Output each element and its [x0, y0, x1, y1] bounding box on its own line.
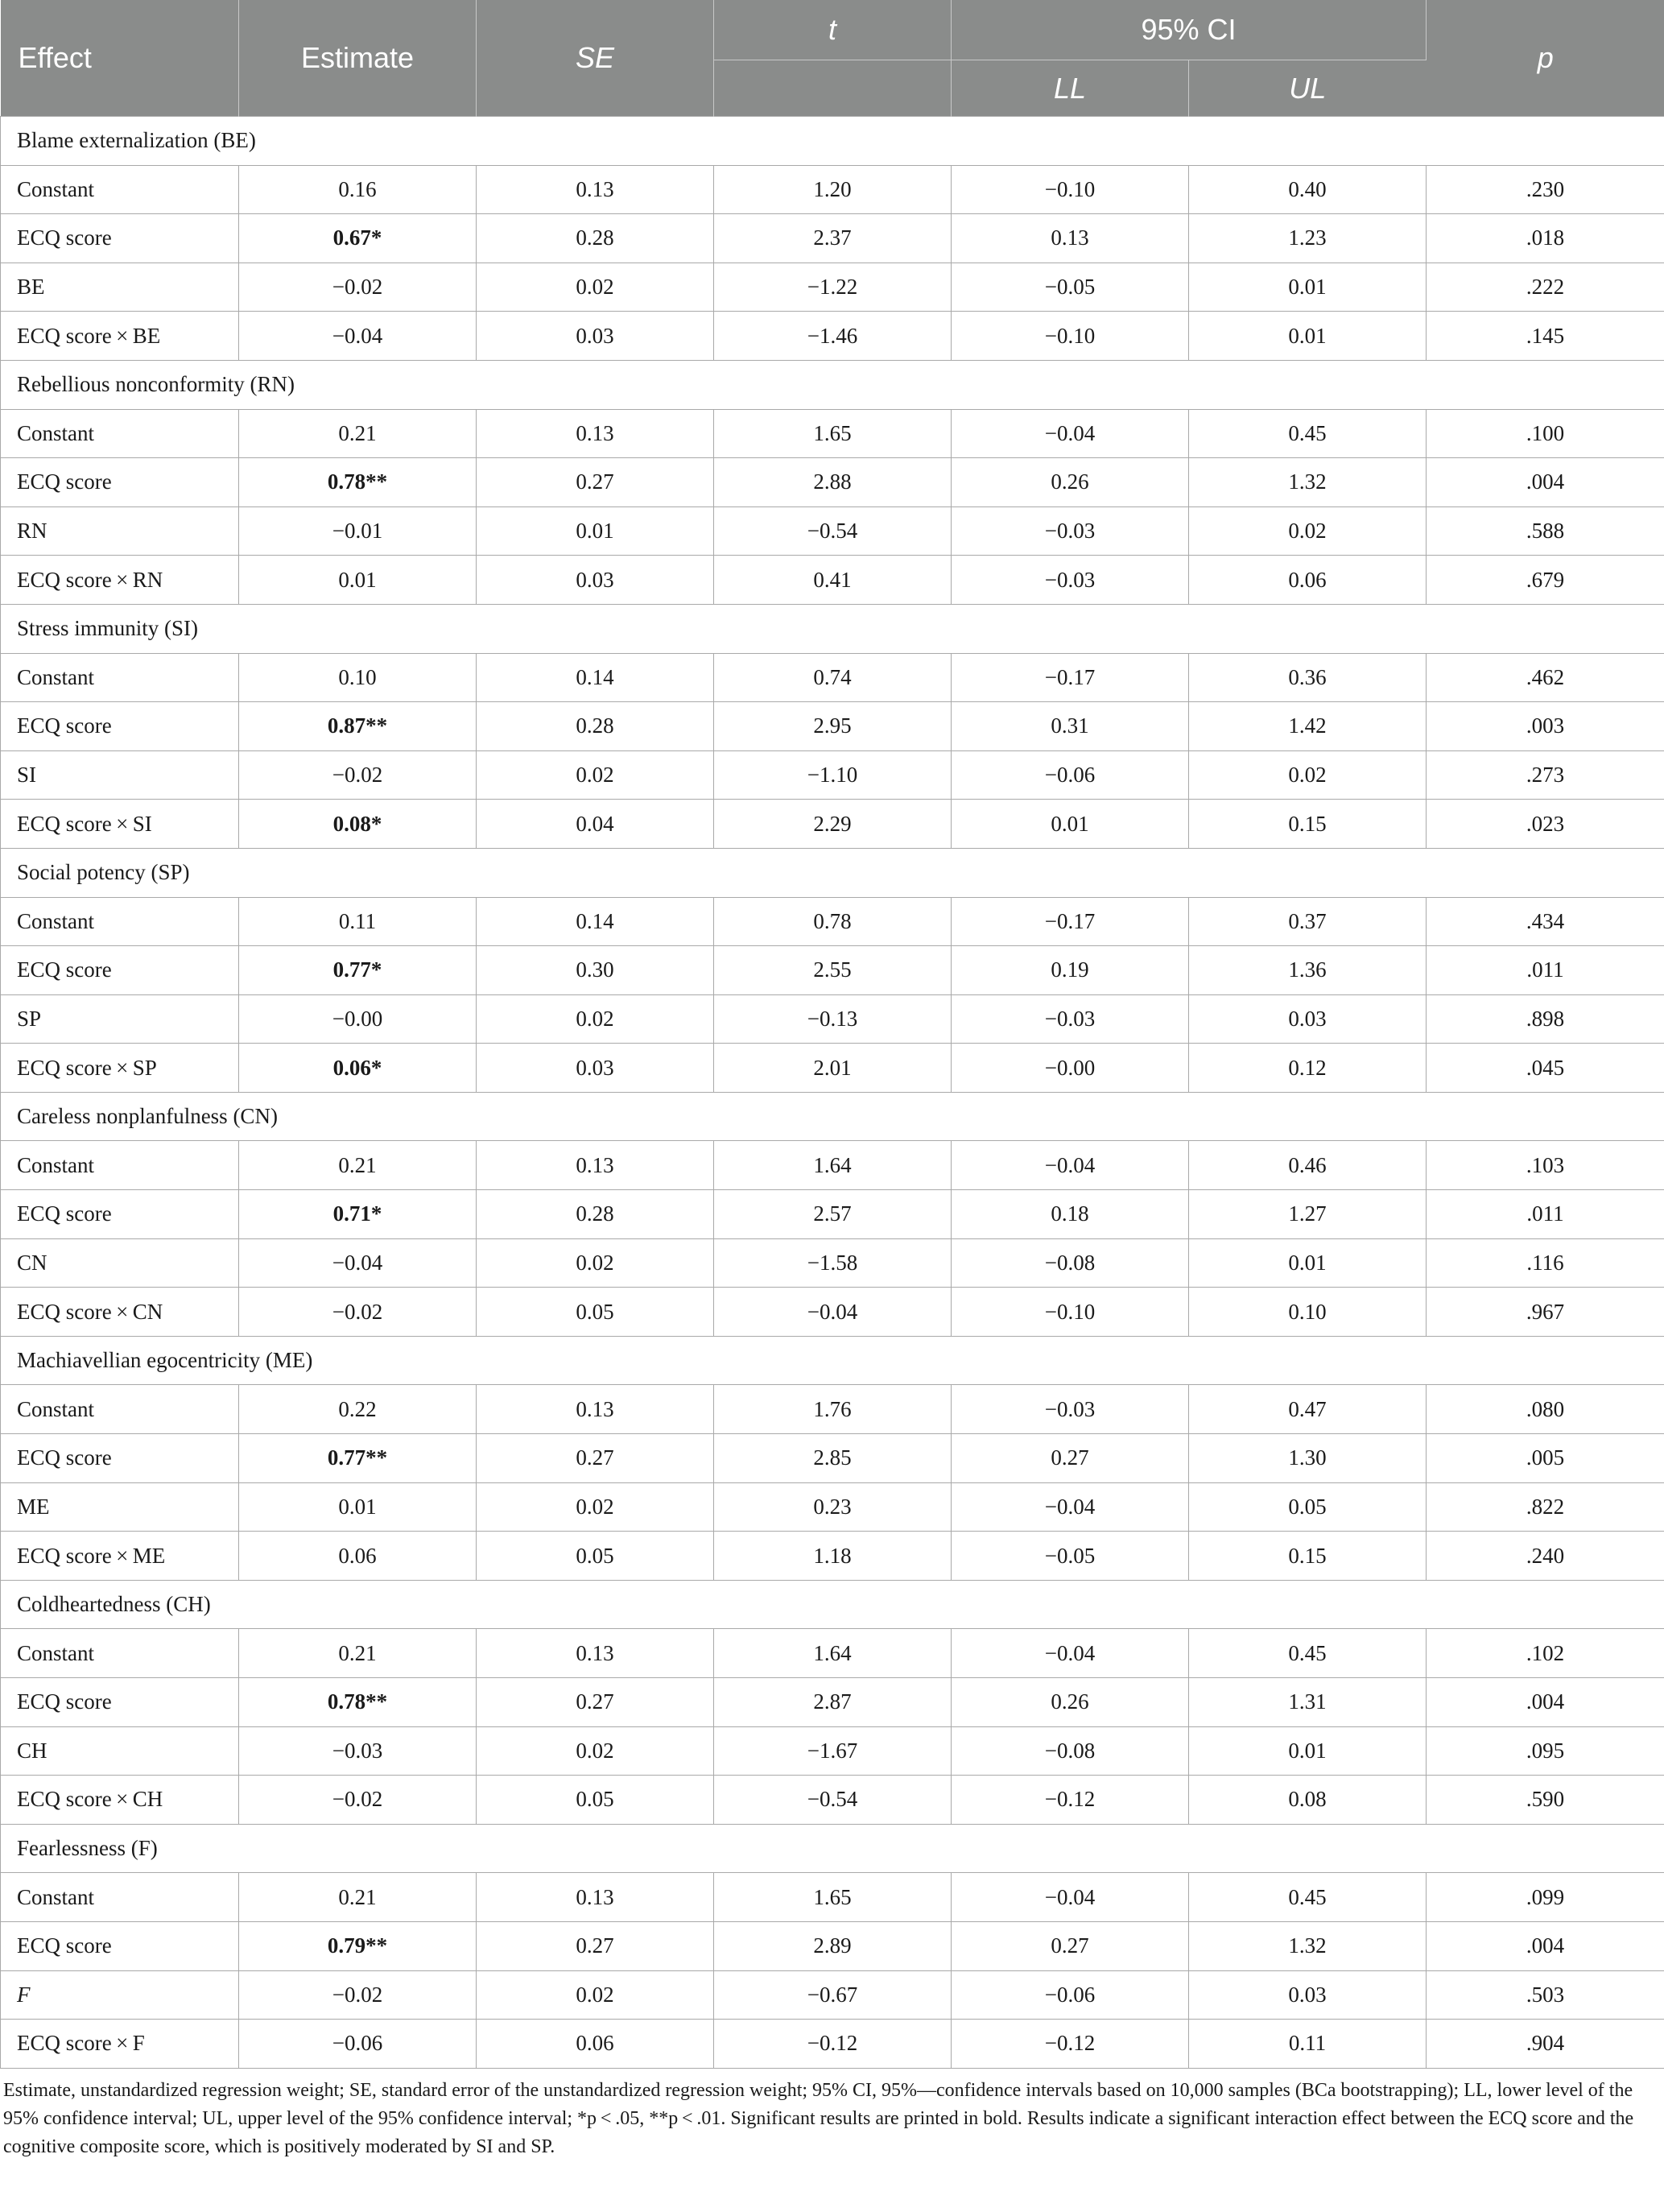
ll-cell: −0.03: [952, 556, 1189, 605]
p-cell: .100: [1427, 409, 1664, 458]
table-row: [1, 1532, 1664, 1581]
estimate-cell: −0.03: [239, 1726, 477, 1776]
table-row: [1, 1970, 1664, 2020]
p-cell: .222: [1427, 263, 1664, 312]
table-row: [1, 897, 1664, 946]
se-cell: 0.13: [477, 1873, 714, 1922]
se-cell: 0.06: [477, 2020, 714, 2069]
estimate-cell: 0.71*: [239, 1190, 477, 1239]
ul-cell: 0.01: [1189, 312, 1427, 361]
effect-label-cell: SI: [1, 750, 239, 800]
se-cell: 0.14: [477, 897, 714, 946]
table-row: [1, 312, 1664, 361]
ll-cell: −0.06: [952, 750, 1189, 800]
ul-cell: 1.32: [1189, 1921, 1427, 1970]
se-cell: 0.28: [477, 214, 714, 263]
estimate-cell: 0.79**: [239, 1921, 477, 1970]
effect-label-cell: ECQ score × SI: [1, 800, 239, 849]
estimate-cell: −0.02: [239, 750, 477, 800]
table-row: [1, 556, 1664, 605]
ll-cell: 0.01: [952, 800, 1189, 849]
effect-label-cell: ECQ score × BE: [1, 312, 239, 361]
t-cell: 1.18: [714, 1532, 952, 1581]
t-cell: 0.74: [714, 653, 952, 702]
p-cell: .004: [1427, 458, 1664, 507]
p-cell: .898: [1427, 994, 1664, 1044]
estimate-cell: 0.01: [239, 1482, 477, 1532]
estimate-cell: 0.87**: [239, 702, 477, 751]
header-estimate: Estimate: [239, 0, 477, 117]
group-title: Careless nonplanfulness (CN): [1, 1092, 1664, 1141]
estimate-cell: −0.02: [239, 1776, 477, 1825]
ul-cell: 1.32: [1189, 458, 1427, 507]
p-cell: .240: [1427, 1532, 1664, 1581]
t-cell: 1.64: [714, 1629, 952, 1678]
group-row: [1, 117, 1664, 166]
se-cell: 0.03: [477, 312, 714, 361]
effect-label-cell: ECQ score: [1, 458, 239, 507]
ll-cell: 0.27: [952, 1434, 1189, 1483]
p-cell: .434: [1427, 897, 1664, 946]
estimate-cell: 0.67*: [239, 214, 477, 263]
effect-label-cell: Constant: [1, 653, 239, 702]
table-row: [1, 1726, 1664, 1776]
p-cell: .904: [1427, 2020, 1664, 2069]
ul-cell: 0.11: [1189, 2020, 1427, 2069]
estimate-cell: 0.22: [239, 1385, 477, 1434]
effect-label-cell: Constant: [1, 1629, 239, 1678]
t-cell: 2.37: [714, 214, 952, 263]
p-cell: .462: [1427, 653, 1664, 702]
estimate-cell: 0.16: [239, 165, 477, 214]
effect-label-cell: CN: [1, 1238, 239, 1288]
t-cell: −1.67: [714, 1726, 952, 1776]
effect-label-cell: ECQ score: [1, 214, 239, 263]
t-cell: −0.54: [714, 1776, 952, 1825]
header-effect: Effect: [1, 0, 239, 117]
ul-cell: 0.12: [1189, 1044, 1427, 1093]
p-cell: .102: [1427, 1629, 1664, 1678]
se-cell: 0.27: [477, 1678, 714, 1727]
p-cell: .004: [1427, 1678, 1664, 1727]
ul-cell: 0.45: [1189, 409, 1427, 458]
header-se: SE: [477, 0, 714, 117]
group-row: [1, 1336, 1664, 1385]
se-cell: 0.05: [477, 1532, 714, 1581]
t-cell: −1.22: [714, 263, 952, 312]
group-title: Machiavellian egocentricity (ME): [1, 1336, 1664, 1385]
se-cell: 0.13: [477, 1385, 714, 1434]
p-cell: .080: [1427, 1385, 1664, 1434]
group-title: Rebellious nonconformity (RN): [1, 360, 1664, 409]
estimate-cell: −0.04: [239, 1238, 477, 1288]
t-cell: −0.12: [714, 2020, 952, 2069]
ul-cell: 0.08: [1189, 1776, 1427, 1825]
effect-label-cell: RN: [1, 506, 239, 556]
effect-label-cell: Constant: [1, 165, 239, 214]
se-cell: 0.14: [477, 653, 714, 702]
se-cell: 0.03: [477, 556, 714, 605]
estimate-cell: 0.77**: [239, 1434, 477, 1483]
ll-cell: −0.08: [952, 1726, 1189, 1776]
p-cell: .145: [1427, 312, 1664, 361]
effect-label-cell: Constant: [1, 1385, 239, 1434]
se-cell: 0.05: [477, 1288, 714, 1337]
table-row: [1, 1190, 1664, 1239]
table-row: [1, 1288, 1664, 1337]
p-cell: .005: [1427, 1434, 1664, 1483]
t-cell: 0.23: [714, 1482, 952, 1532]
se-cell: 0.02: [477, 1482, 714, 1532]
effect-label-cell: ECQ score: [1, 1921, 239, 1970]
se-cell: 0.02: [477, 1726, 714, 1776]
table-row: [1, 1141, 1664, 1190]
ll-cell: −0.10: [952, 1288, 1189, 1337]
ll-cell: 0.27: [952, 1921, 1189, 1970]
se-cell: 0.02: [477, 1238, 714, 1288]
ll-cell: −0.12: [952, 2020, 1189, 2069]
ul-cell: 0.45: [1189, 1629, 1427, 1678]
effect-label-cell: ECQ score: [1, 1434, 239, 1483]
group-title: Coldheartedness (CH): [1, 1580, 1664, 1629]
effect-label-cell: ECQ score: [1, 1190, 239, 1239]
estimate-cell: 0.21: [239, 1629, 477, 1678]
t-cell: 2.85: [714, 1434, 952, 1483]
table-row: [1, 994, 1664, 1044]
ll-cell: −0.17: [952, 653, 1189, 702]
se-cell: 0.05: [477, 1776, 714, 1825]
header-p: p: [1427, 0, 1664, 117]
effect-label-cell: ECQ score × CH: [1, 1776, 239, 1825]
p-cell: .011: [1427, 1190, 1664, 1239]
p-cell: .679: [1427, 556, 1664, 605]
p-cell: .045: [1427, 1044, 1664, 1093]
ll-cell: −0.10: [952, 312, 1189, 361]
estimate-cell: −0.04: [239, 312, 477, 361]
ll-cell: −0.03: [952, 1385, 1189, 1434]
t-cell: 2.29: [714, 800, 952, 849]
group-row: [1, 1580, 1664, 1629]
estimate-cell: −0.00: [239, 994, 477, 1044]
se-cell: 0.02: [477, 994, 714, 1044]
t-cell: 2.01: [714, 1044, 952, 1093]
ll-cell: −0.06: [952, 1970, 1189, 2020]
estimate-cell: 0.78**: [239, 458, 477, 507]
se-cell: 0.02: [477, 1970, 714, 2020]
t-cell: −0.04: [714, 1288, 952, 1337]
ul-cell: 0.02: [1189, 506, 1427, 556]
ul-cell: 1.31: [1189, 1678, 1427, 1727]
se-cell: 0.04: [477, 800, 714, 849]
ul-cell: 1.30: [1189, 1434, 1427, 1483]
p-cell: .018: [1427, 214, 1664, 263]
t-cell: 0.78: [714, 897, 952, 946]
effect-label-cell: F: [1, 1970, 239, 2020]
se-cell: 0.28: [477, 1190, 714, 1239]
p-cell: .590: [1427, 1776, 1664, 1825]
effect-label-cell: SP: [1, 994, 239, 1044]
t-cell: 1.65: [714, 1873, 952, 1922]
ul-cell: 1.42: [1189, 702, 1427, 751]
ul-cell: 0.01: [1189, 1238, 1427, 1288]
table-row: [1, 506, 1664, 556]
ul-cell: 0.05: [1189, 1482, 1427, 1532]
ll-cell: −0.05: [952, 263, 1189, 312]
ll-cell: 0.31: [952, 702, 1189, 751]
effect-label-cell: ECQ score: [1, 946, 239, 995]
table-row: [1, 1434, 1664, 1483]
table-body: [1, 117, 1664, 2069]
ul-cell: 0.03: [1189, 1970, 1427, 2020]
ll-cell: −0.17: [952, 897, 1189, 946]
ll-cell: −0.00: [952, 1044, 1189, 1093]
estimate-cell: 0.21: [239, 1141, 477, 1190]
table-row: [1, 458, 1664, 507]
estimate-cell: 0.77*: [239, 946, 477, 995]
t-cell: 2.88: [714, 458, 952, 507]
header-ci: 95% CI: [952, 0, 1427, 60]
estimate-cell: 0.10: [239, 653, 477, 702]
group-title: Fearlessness (F): [1, 1824, 1664, 1873]
estimate-cell: −0.02: [239, 1288, 477, 1337]
se-cell: 0.13: [477, 1141, 714, 1190]
effect-label-cell: ECQ score × SP: [1, 1044, 239, 1093]
effect-label-cell: Constant: [1, 1873, 239, 1922]
p-cell: .003: [1427, 702, 1664, 751]
t-cell: −1.46: [714, 312, 952, 361]
se-cell: 0.27: [477, 1921, 714, 1970]
se-cell: 0.02: [477, 263, 714, 312]
header-ul: UL: [1189, 60, 1427, 117]
se-cell: 0.27: [477, 458, 714, 507]
table-row: [1, 1873, 1664, 1922]
effect-label-cell: ECQ score × ME: [1, 1532, 239, 1581]
t-cell: 2.55: [714, 946, 952, 995]
estimate-cell: 0.06*: [239, 1044, 477, 1093]
ll-cell: −0.04: [952, 1873, 1189, 1922]
table-row: [1, 263, 1664, 312]
ul-cell: 0.03: [1189, 994, 1427, 1044]
p-cell: .503: [1427, 1970, 1664, 2020]
effect-label-cell: BE: [1, 263, 239, 312]
t-cell: 1.65: [714, 409, 952, 458]
estimate-cell: 0.78**: [239, 1678, 477, 1727]
t-cell: −0.13: [714, 994, 952, 1044]
p-cell: .588: [1427, 506, 1664, 556]
t-cell: 1.64: [714, 1141, 952, 1190]
t-cell: 1.20: [714, 165, 952, 214]
t-cell: 2.87: [714, 1678, 952, 1727]
p-cell: .822: [1427, 1482, 1664, 1532]
group-title: Social potency (SP): [1, 848, 1664, 897]
estimate-cell: 0.21: [239, 409, 477, 458]
p-cell: .116: [1427, 1238, 1664, 1288]
ll-cell: 0.13: [952, 214, 1189, 263]
ul-cell: 0.36: [1189, 653, 1427, 702]
header-t: t: [714, 0, 952, 60]
table-row: [1, 409, 1664, 458]
ll-cell: −0.10: [952, 165, 1189, 214]
p-cell: .023: [1427, 800, 1664, 849]
t-cell: −1.10: [714, 750, 952, 800]
ll-cell: −0.03: [952, 506, 1189, 556]
t-cell: 2.57: [714, 1190, 952, 1239]
ul-cell: 0.45: [1189, 1873, 1427, 1922]
ul-cell: 0.15: [1189, 800, 1427, 849]
ul-cell: 1.23: [1189, 214, 1427, 263]
group-row: [1, 360, 1664, 409]
p-cell: .230: [1427, 165, 1664, 214]
ll-cell: −0.05: [952, 1532, 1189, 1581]
ll-cell: −0.12: [952, 1776, 1189, 1825]
table-row: [1, 1629, 1664, 1678]
effect-label-cell: ECQ score × CN: [1, 1288, 239, 1337]
table-row: [1, 1482, 1664, 1532]
effect-label-cell: ECQ score: [1, 1678, 239, 1727]
table-row: [1, 1921, 1664, 1970]
estimate-cell: 0.08*: [239, 800, 477, 849]
t-cell: −0.67: [714, 1970, 952, 2020]
table-row: [1, 2020, 1664, 2069]
ul-cell: 0.46: [1189, 1141, 1427, 1190]
t-cell: −1.58: [714, 1238, 952, 1288]
p-cell: .099: [1427, 1873, 1664, 1922]
se-cell: 0.02: [477, 750, 714, 800]
table-row: [1, 1385, 1664, 1434]
estimate-cell: −0.02: [239, 263, 477, 312]
p-cell: .273: [1427, 750, 1664, 800]
group-title: Blame externalization (BE): [1, 117, 1664, 166]
estimate-cell: −0.06: [239, 2020, 477, 2069]
estimate-cell: 0.11: [239, 897, 477, 946]
ll-cell: −0.04: [952, 409, 1189, 458]
table-row: [1, 653, 1664, 702]
ul-cell: 0.06: [1189, 556, 1427, 605]
p-cell: .967: [1427, 1288, 1664, 1337]
t-cell: 2.95: [714, 702, 952, 751]
effect-label-cell: ECQ score: [1, 702, 239, 751]
table-row: [1, 165, 1664, 214]
table-row: [1, 702, 1664, 751]
se-cell: 0.30: [477, 946, 714, 995]
se-cell: 0.28: [477, 702, 714, 751]
table-row: [1, 1776, 1664, 1825]
table-row: [1, 800, 1664, 849]
effect-label-cell: ECQ score × RN: [1, 556, 239, 605]
header-t-blank: [714, 60, 952, 117]
se-cell: 0.03: [477, 1044, 714, 1093]
ul-cell: 0.37: [1189, 897, 1427, 946]
ul-cell: 1.27: [1189, 1190, 1427, 1239]
ll-cell: −0.04: [952, 1629, 1189, 1678]
estimate-cell: 0.06: [239, 1532, 477, 1581]
se-cell: 0.01: [477, 506, 714, 556]
estimate-cell: 0.21: [239, 1873, 477, 1922]
se-cell: 0.13: [477, 165, 714, 214]
ll-cell: 0.19: [952, 946, 1189, 995]
table-row: [1, 946, 1664, 995]
p-cell: .011: [1427, 946, 1664, 995]
effect-label-cell: CH: [1, 1726, 239, 1776]
effect-label-cell: Constant: [1, 409, 239, 458]
t-cell: −0.54: [714, 506, 952, 556]
table-row: [1, 1238, 1664, 1288]
p-cell: .004: [1427, 1921, 1664, 1970]
t-cell: 1.76: [714, 1385, 952, 1434]
effect-label-cell: Constant: [1, 1141, 239, 1190]
table-row: [1, 214, 1664, 263]
effect-label-cell: ME: [1, 1482, 239, 1532]
table-header: [1, 0, 1664, 117]
ul-cell: 0.02: [1189, 750, 1427, 800]
se-cell: 0.13: [477, 409, 714, 458]
table-row: [1, 1678, 1664, 1727]
group-title: Stress immunity (SI): [1, 604, 1664, 653]
ul-cell: 0.01: [1189, 1726, 1427, 1776]
ll-cell: −0.03: [952, 994, 1189, 1044]
ll-cell: −0.08: [952, 1238, 1189, 1288]
ll-cell: 0.26: [952, 458, 1189, 507]
estimate-cell: −0.01: [239, 506, 477, 556]
ll-cell: 0.18: [952, 1190, 1189, 1239]
ll-cell: −0.04: [952, 1141, 1189, 1190]
header-ll: LL: [952, 60, 1189, 117]
ul-cell: 1.36: [1189, 946, 1427, 995]
ll-cell: 0.26: [952, 1678, 1189, 1727]
ul-cell: 0.40: [1189, 165, 1427, 214]
ul-cell: 0.10: [1189, 1288, 1427, 1337]
se-cell: 0.13: [477, 1629, 714, 1678]
table-row: [1, 1044, 1664, 1093]
table-row: [1, 750, 1664, 800]
t-cell: 0.41: [714, 556, 952, 605]
ul-cell: 0.15: [1189, 1532, 1427, 1581]
table-footnote: Estimate, unstandardized regression weight; SE, standard error of the unstandardized regression weight; 95% CI, 95%—confidence intervals based on 10,000 samples (BCa bootstrapping); LL, lower level of the 95% confidence interval; UL, upper level of the 95% confidence interval; *p < .05, **p < .01. Significant results are printed in bold. Results indicate a significant interaction effect between the ECQ score and the cognitive composite score, which is positively moderated by SI and SP.: [3, 2079, 1634, 2157]
estimate-cell: 0.01: [239, 556, 477, 605]
group-row: [1, 848, 1664, 897]
ll-cell: −0.04: [952, 1482, 1189, 1532]
group-row: [1, 1092, 1664, 1141]
t-cell: 2.89: [714, 1921, 952, 1970]
group-row: [1, 1824, 1664, 1873]
estimate-cell: −0.02: [239, 1970, 477, 2020]
ul-cell: 0.01: [1189, 263, 1427, 312]
se-cell: 0.27: [477, 1434, 714, 1483]
effect-label-cell: Constant: [1, 897, 239, 946]
effect-label-cell: ECQ score × F: [1, 2020, 239, 2069]
ul-cell: 0.47: [1189, 1385, 1427, 1434]
p-cell: .095: [1427, 1726, 1664, 1776]
p-cell: .103: [1427, 1141, 1664, 1190]
group-row: [1, 604, 1664, 653]
